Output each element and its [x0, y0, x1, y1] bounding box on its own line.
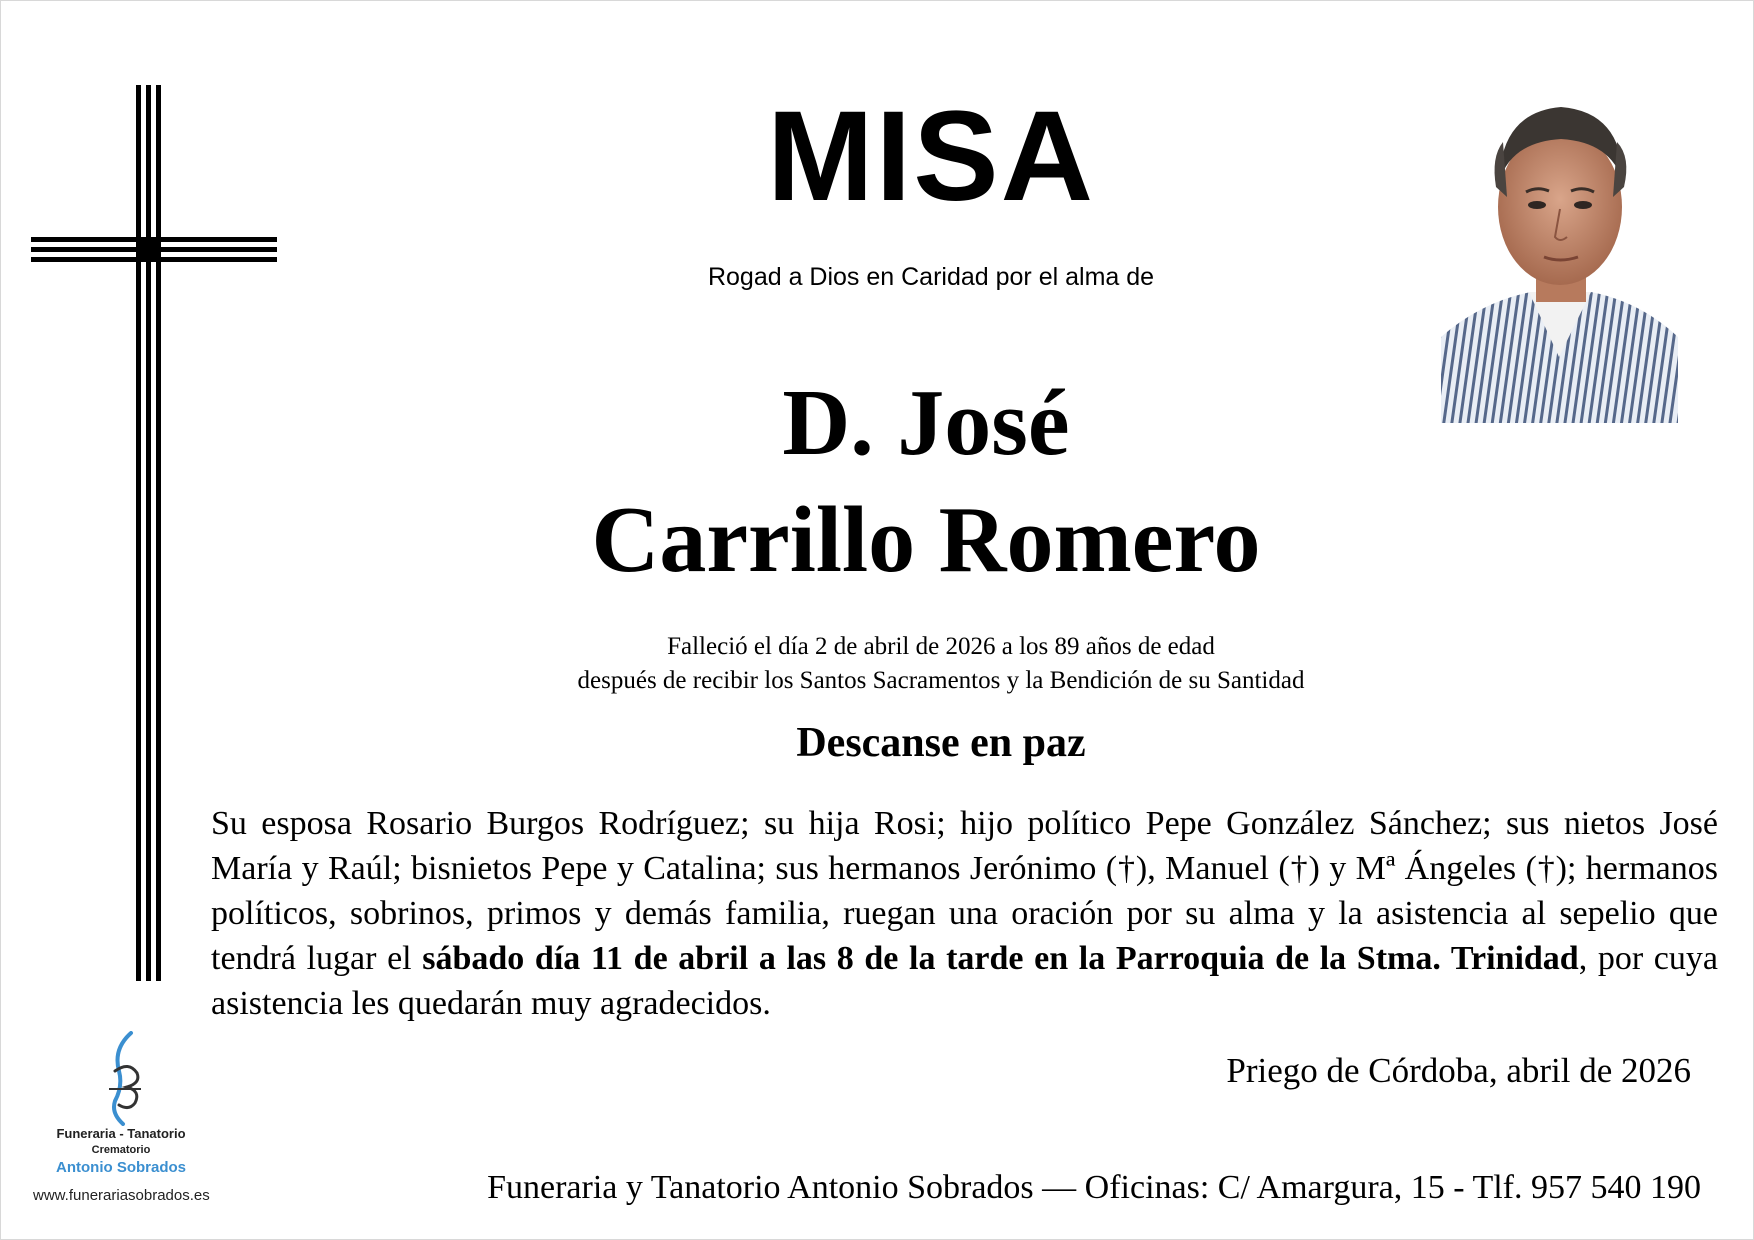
place-and-date: Priego de Córdoba, abril de 2026: [1226, 1051, 1691, 1090]
death-info-line2: después de recibir los Santos Sacramentos y la Bendición de su Santidad: [577, 667, 1305, 694]
service-details: sábado día 11 de abril a las 8 de la tarde en la Parroquia de la Stma. Trinidad: [422, 940, 1579, 977]
funeral-home-logo: [21, 1031, 221, 1221]
website-url: www.funerariasobrados.es: [33, 1187, 210, 1204]
death-info-line1: Falleció el día 2 de abril de 2026 a los 89 años de edad: [667, 633, 1215, 660]
footer-contact: Funeraria y Tanatorio Antonio Sobrados — Oficinas: C/ Amargura, 15 - Tlf. 957 540 190: [487, 1169, 1701, 1206]
funeral-home-logo-icon: [101, 1031, 151, 1126]
subtitle: Rogad a Dios en Caridad por el alma de: [707, 263, 1155, 291]
page-title: MISA: [767, 85, 1095, 228]
logo-line2: Crematorio: [91, 1144, 151, 1156]
deceased-name-line1: D. José: [782, 371, 1070, 475]
deceased-name-line2: Carrillo Romero: [591, 488, 1261, 592]
logo-line3: Antonio Sobrados: [56, 1159, 186, 1176]
logo-line1: Funeraria - Tanatorio: [56, 1126, 186, 1141]
family-message: [211, 801, 1718, 1026]
portrait-photo: [1441, 87, 1678, 423]
rest-in-peace-heading: Descanse en paz: [796, 720, 1086, 766]
family-message-part1: Su esposa Rosario Burgos Rodríguez; su hija Rosi; hijo político Pepe González Sánchez; sus nietos José María y Raúl; bisnietos Pepe y Catalina; sus hermanos Jerónimo (†), Manuel (†) y Mª Ángeles (†); hermanos políticos, sobrinos, primos y demás familia, ruegan una oración por su alma y la asistencia al sepelio que tendrá lugar el: [211, 805, 1718, 977]
family-message-part2: , por cuya asistencia les quedarán muy agradecidos.: [211, 940, 1718, 1022]
